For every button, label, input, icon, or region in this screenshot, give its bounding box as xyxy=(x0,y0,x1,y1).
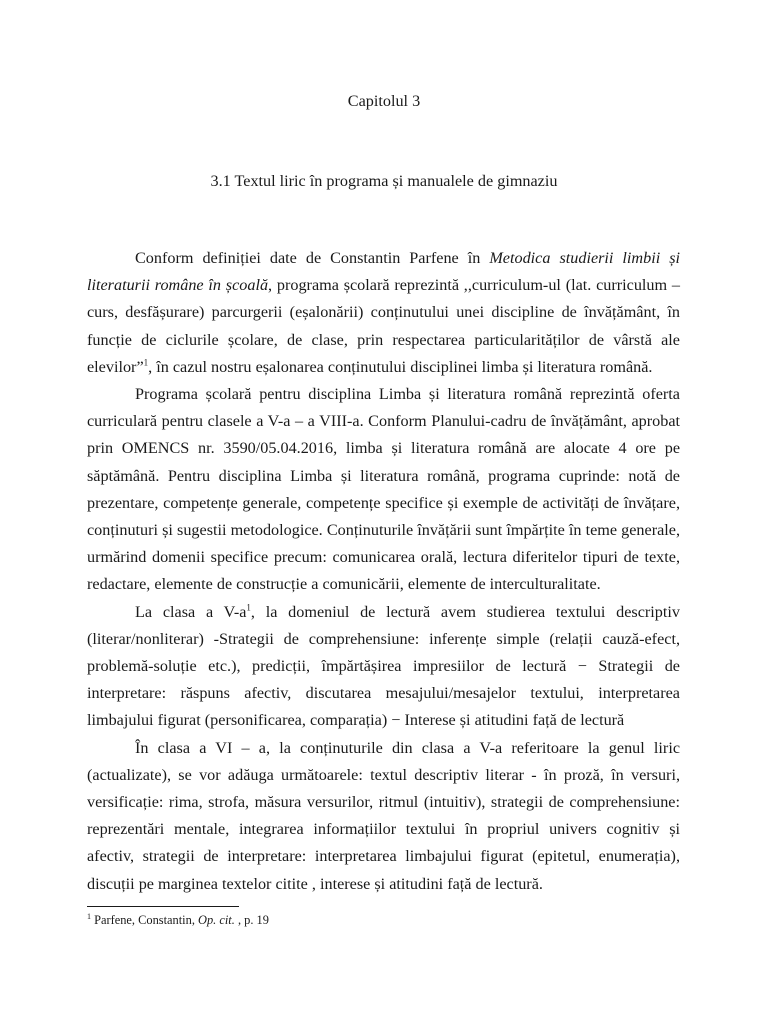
paragraph-3-text-start: La clasa a V-a xyxy=(135,602,247,621)
footnote-separator xyxy=(87,906,239,907)
footnote-italic: Op. cit. xyxy=(198,913,235,927)
paragraph-2: Programa școlară pentru disciplina Limba și literatura română reprezintă oferta curriculară pentru clasele a V-a – a VIII-a. Conform Planului-cadru de învățământ, aprobat prin OMENCS nr. 3590/05.04.2016, limba și literatura română are alocate 4 ore pe săptămână. Pentru disciplina Limba și literatura română, programa cuprinde: notă de prezentare, competențe generale, competențe specifice și exemple de activități de învățare, conținuturi și sugestii metodologice. Conținuturile învățării sunt împărțite în teme generale, urmărind domenii specifice precum: comunicarea orală, lectura diferitelor tipuri de texte, redactare, elemente de construcție a comunicării, elemente de interculturalitate. xyxy=(87,385,680,594)
paragraph-4: În clasa a VI – a, la conținuturile din clasa a V-a referitoare la genul liric (actualizate), se vor adăuga următoarele: textul descriptiv literar - în proză, în versuri, versificație: rima, strofa, măsura versurilor, ritmul (intuitiv), strategii de comprehensiune: reprezentări mentale, integrarea informațiilor textului în propriul univers cognitiv și afectiv, strategii de interpretare: interpretarea limbajului figurat (epitetul, enumerația), discuții pe marginea textelor citite , interese și atitudini față de lectură. xyxy=(87,738,680,893)
paragraph-1-text-start: Conform definiției date de Constantin Parfene în xyxy=(135,249,490,267)
paragraph-1-text-middle: , programa școlară reprezintă ,,curriculum-ul (lat. curriculum – curs, desfășurare) parcurgerii (eșalonării) conținutului unei discipline de învățământ, în funcție de ciclurile școlare, de clase, prin respectarea particularităților de vârstă ale elevilor” xyxy=(87,276,681,376)
paragraph-1 xyxy=(87,245,680,381)
section-heading: 3.1 Textul liric în programa și manualele de gimnaziu xyxy=(210,172,558,190)
footnote-author: Parfene, Constantin, xyxy=(91,913,199,927)
footnote-page: , p. 19 xyxy=(234,913,269,927)
paragraph-3-text-end: , la domeniul de lectură avem studierea textului descriptiv (literar/nonliterar) -Strategii de comprehensiune: inferențe simple (relații cauză-efect, problemă-soluție etc.), predicții, împărtășirea impresiilor de lectură − Strategii de interpretare: răspuns afectiv, discutarea mesajului/mesajelor textului, interpretarea limbajului figurat (personificarea, comparația) − Interese și atitudini față de lectură xyxy=(87,602,680,730)
book-title: Metodica studierii limbii și literaturii române în școală xyxy=(87,249,680,295)
paragraph-1-text-end: , în cazul nostru eșalonarea conținutului disciplinei limba și literatura română. xyxy=(148,357,653,376)
body-text xyxy=(87,245,680,898)
superscript-mark: 1 xyxy=(246,602,251,613)
footnote-ref: 1 xyxy=(143,357,149,368)
footnote-number: 1 xyxy=(87,911,91,921)
paragraph-3 xyxy=(87,599,680,735)
footnote xyxy=(87,912,680,928)
chapter-heading: Capitolul 3 xyxy=(347,92,421,110)
